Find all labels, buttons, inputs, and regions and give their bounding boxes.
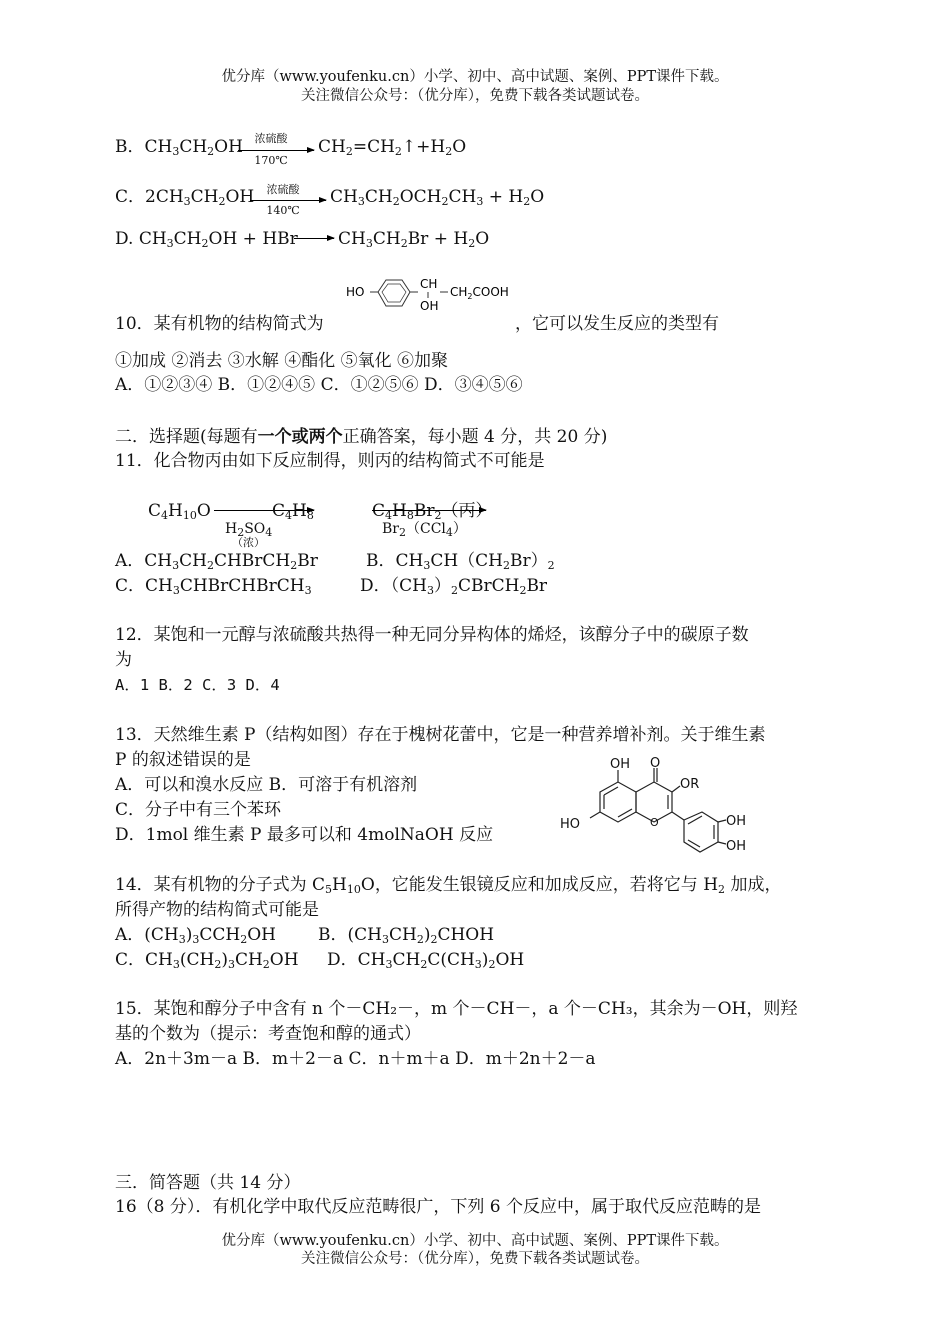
q13-stem-1: 13．天然维生素 P（结构如图）存在于槐树花蕾中，它是一种营养增补剂。关于维生素 — [115, 725, 766, 745]
q14-option-d: D．$CH_3CH_2C(CH_3)_2OH$ — [327, 950, 525, 971]
q13-option-c: C．分子中有三个苯环 — [115, 800, 282, 820]
header-line-2: 关注微信公众号：（优分库），免费下载各类试题试卷。 — [301, 88, 649, 104]
q11-intermediate: $C_4H_8$ — [272, 501, 314, 522]
q13-option-d: D．1mol 维生素 P 最多可以和 4molNaOH 反应 — [115, 825, 494, 845]
q9c-cond-top: 浓硫酸 — [266, 183, 300, 196]
footer-line-2: 关注微信公众号：（优分库），免费下载各类试题试卷。 — [301, 1251, 649, 1267]
vp-o-label: O — [650, 756, 661, 771]
q9b-arrow — [238, 150, 314, 151]
section3-title: 三．简答题（共 14 分） — [115, 1173, 301, 1193]
q11-reactant: $C_4H_{10}O$ — [148, 501, 211, 522]
q11-reagent-2: $Br_2(CCl_4)$ — [382, 521, 467, 539]
q10-oh-label: OH — [420, 299, 439, 313]
q10-chain-label: $CH_2COOH$ — [450, 285, 509, 301]
q11-arrow-2 — [372, 510, 486, 511]
q11-reagent-1: $H_2SO_4$ — [225, 521, 273, 539]
q9d-arrow — [294, 238, 334, 239]
q14-stem-1: 14．某有机物的分子式为 $C_5H_{10}O$，它能发生银镜反应和加成反应，若将它与 $H_2$ 加成， — [115, 875, 782, 896]
q14-option-b: B．$(CH_3CH_2)_2CHOH$ — [318, 925, 495, 946]
q11-option-b: B．$CH_3CH(CH_2Br)_2$ — [366, 551, 555, 572]
q14-option-c: C．$CH_3(CH_2)_3CH_2OH$ — [115, 950, 299, 971]
q10-structure-diagram — [344, 276, 524, 316]
section2-title: 二．选择题(每题有一个或两个正确答案，每小题 4 分，共 20 分) — [115, 427, 608, 447]
q11-option-a: A．$CH_3CH_2CHBrCH_2Br$ — [115, 551, 318, 572]
q12-options: A．1 B．2 C．3 D．4 — [115, 676, 280, 694]
q10-reactions: ①加成 ②消去 ③水解 ④酯化 ⑤氧化 ⑥加聚 — [115, 351, 449, 371]
q15-stem-2: 基的个数为（提示：考查饱和醇的通式） — [115, 1024, 421, 1044]
q13-options-ab: A．可以和溴水反应 B．可溶于有机溶剂 — [115, 775, 418, 795]
q10-ch-label: CH — [420, 277, 438, 291]
q11-option-d: D．$(CH_3)_2CBrCH_2Br$ — [360, 576, 548, 597]
q11-product: $C_4H_8Br_2$（丙） — [372, 501, 493, 522]
q9d-product: $CH_3CH_2Br + H_2O$ — [338, 229, 490, 250]
q13-stem-2: P 的叙述错误的是 — [115, 750, 251, 770]
q10-stem-b: ，它可以发生反应的类型有 — [515, 314, 719, 334]
vp-ho-label: HO — [560, 817, 581, 832]
q9c-product: $CH_3CH_2OCH_2CH_3 + H_2O$ — [330, 187, 545, 208]
header-line-1: 优分库（www.youfenku.cn）小学、初中、高中试题、案例、PPT课件下载。 — [221, 69, 729, 85]
q9c-cond-bottom: 140℃ — [266, 204, 300, 217]
vp-or-label: OR — [680, 777, 700, 792]
q9-option-c: C．$2CH_3CH_2OH$ — [115, 187, 255, 208]
q15-options: A．2n＋3m－a B．m＋2－a C．n＋m＋a D．m＋2n＋2－a — [115, 1049, 596, 1069]
vitamin-p-structure — [556, 758, 746, 862]
q10-stem-a: 10．某有机物的结构简式为 — [115, 314, 324, 334]
q14-option-a: A．$(CH_3)_3CCH_2OH$ — [115, 925, 276, 946]
q12-stem-1: 12．某饱和一元醇与浓硫酸共热得一种无同分异构体的烯烃，该醇分子中的碳原子数 — [115, 625, 749, 645]
vp-oh-top-label: OH — [610, 757, 631, 772]
q10-ho-label: HO — [346, 285, 365, 299]
q15-stem-1: 15．某饱和醇分子中含有 n 个－CH₂－，m 个－CH－，a 个－CH₃，其余为－OH，则羟 — [115, 999, 798, 1019]
q9b-cond-bottom: 170℃ — [254, 154, 288, 167]
vp-oh1-label: OH — [726, 814, 747, 829]
q9b-cond-top: 浓硫酸 — [254, 132, 288, 145]
q11-reagent-1-note: （浓） — [232, 536, 265, 549]
q12-stem-2: 为 — [115, 650, 132, 670]
q9b-product: $CH_2=CH_2↑+H_2O$ — [318, 137, 467, 158]
q14-stem-2: 所得产物的结构简式可能是 — [115, 900, 319, 920]
q10-options: A．①②③④ B．①②④⑤ C．①②⑤⑥ D．③④⑤⑥ — [115, 375, 523, 395]
vp-oh2-label: OH — [726, 839, 747, 854]
q9-option-d: D. $CH_3CH_2OH$ + HBr — [115, 229, 298, 250]
q11-option-c: C．$CH_3CHBrCHBrCH_3$ — [115, 576, 312, 597]
vp-ring-o-label: O — [650, 816, 659, 829]
q16-stem: 16（8 分）．有机化学中取代反应范畴很广，下列 6 个反应中，属于取代反应范畴的是 — [115, 1197, 761, 1217]
q11-stem: 11．化合物丙由如下反应制得，则丙的结构简式不可能是 — [115, 451, 545, 471]
footer-line-1: 优分库（www.youfenku.cn）小学、初中、高中试题、案例、PPT课件下载。 — [221, 1233, 729, 1249]
q9-option-b: B．$CH_3CH_2OH$ — [115, 137, 243, 158]
q9c-arrow — [250, 200, 326, 201]
